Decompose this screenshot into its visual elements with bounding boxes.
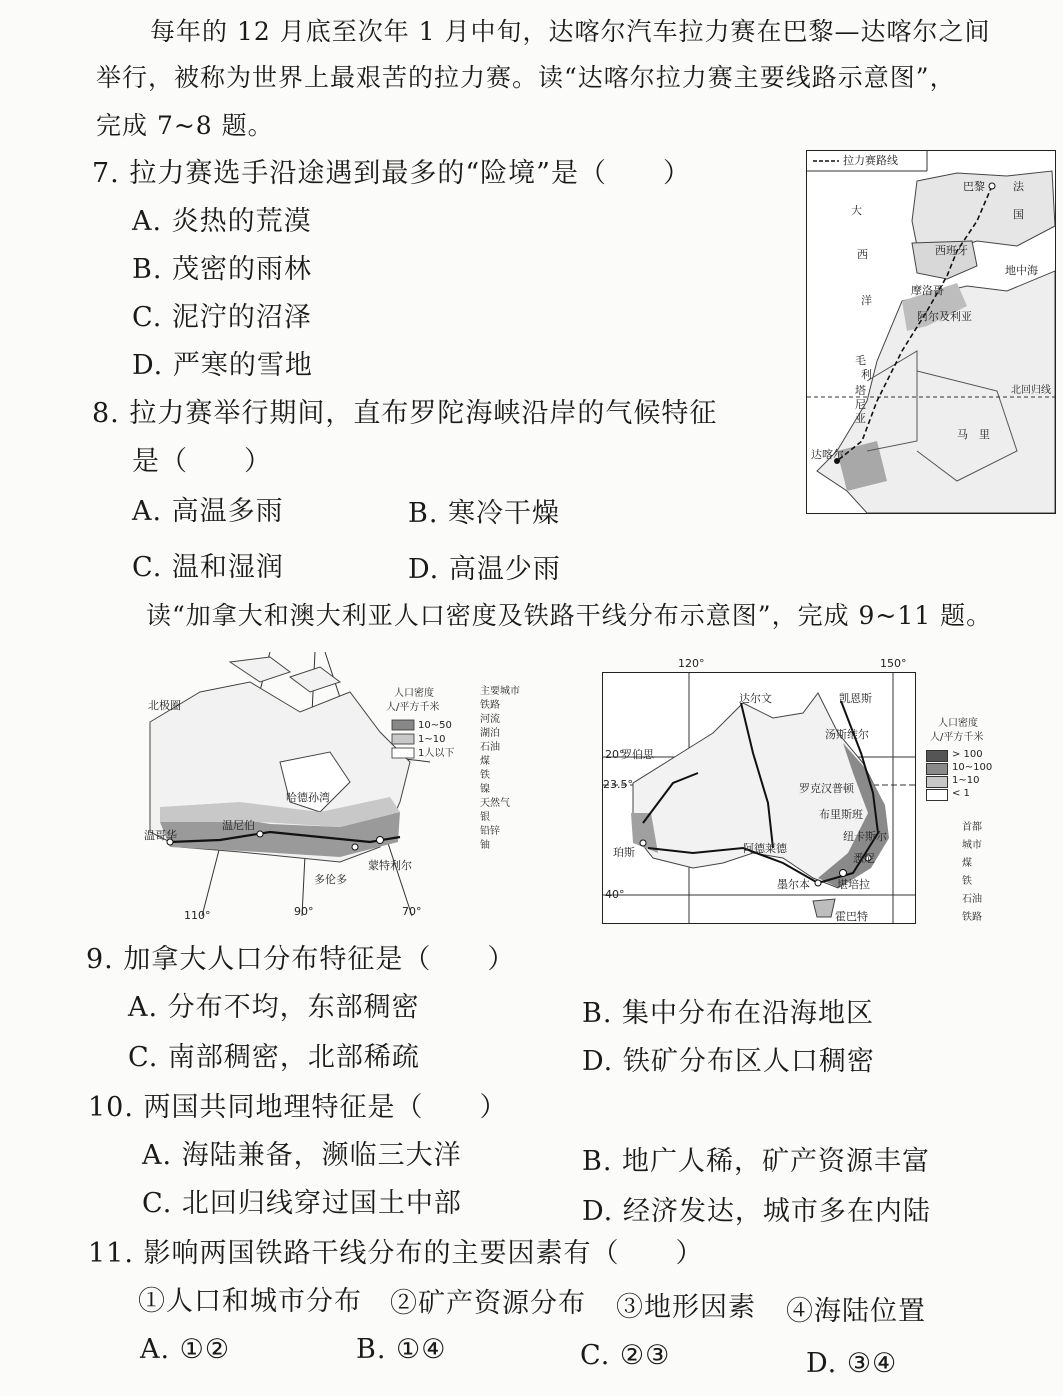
melbourne-dot [815,880,821,886]
canada-legend-leadzinc: 铅锌 [480,826,500,837]
q7-option-c[interactable]: C. 泥泞的沼泽 [132,302,312,333]
france-label-2: 国 [1013,208,1024,221]
dakar-label: 达喀尔 [811,448,844,461]
canberra-label: 堪培拉 [837,878,870,891]
q10-option-c[interactable]: C. 北回归线穿过国土中部 [142,1188,462,1219]
q10-option-b[interactable]: B. 地广人稀，矿产资源丰富 [582,1146,931,1177]
perth-dot [640,840,646,846]
q8-stem-line1: 8. 拉力赛举行期间，直布罗陀海峡沿岸的气候特征 [92,398,718,429]
rockhampton-label: 罗克汉普顿 [799,782,854,795]
arctic-circle-label: 北极圈 [148,699,181,712]
canada-legend-oil: 石油 [480,742,500,753]
au-legend-density-4: < 1 [952,788,970,799]
vancouver-label: 温哥华 [144,829,177,842]
atlantic-label-1: 大 [851,204,862,217]
winnipeg-label: 温尼伯 [222,819,255,832]
toronto-label: 多伦多 [314,873,347,886]
au-legend-density-2: 10~100 [952,762,993,773]
au-legend-density-1: > 100 [952,749,983,760]
lon-150-label: 150° [880,657,907,670]
spain-label: 西班牙 [935,244,968,257]
algeria-label: 阿尔及利亚 [917,310,972,323]
q11-item-2: ②矿产资源分布 [390,1288,586,1319]
legend-density-mid [392,734,414,744]
q10-option-a[interactable]: A. 海陆兼备，濒临三大洋 [142,1140,462,1171]
intro1-line1: 每年的 12 月底至次年 1 月中旬，达喀尔汽车拉力赛在巴黎—达喀尔之间 [150,17,991,46]
q7-option-d[interactable]: D. 严寒的雪地 [132,350,313,381]
q7-stem: 7. 拉力赛选手沿途遇到最多的“险境”是（ ） [92,158,691,189]
canada-legend-density-1: 10~50 [418,720,452,731]
france-label-1: 法 [1013,180,1024,193]
mauritania-label-4: 尼 [855,398,866,411]
canada-legend-iron: 铁 [480,770,490,781]
sydney-label: 悉尼 [853,852,875,865]
montreal-dot [377,837,384,844]
adelaide-label: 阿德莱德 [743,842,787,855]
q10-stem: 10. 两国共同地理特征是（ ） [88,1092,508,1123]
q11-option-c[interactable]: C. ②③ [580,1340,671,1371]
q8-stem-line2: 是（ ） [132,446,272,477]
townsville-label: 汤斯维尔 [825,728,869,741]
melbourne-label: 墨尔本 [777,878,810,891]
canada-legend-railway: 铁路 [480,700,500,711]
atlantic-label-2: 西 [857,248,868,261]
mauritania-label-1: 毛 [855,354,866,367]
q7-option-a[interactable]: A. 炎热的荒漠 [132,206,312,237]
au-legend-iron: 铁 [962,876,972,887]
lon-90-label: 90° [294,905,314,918]
q9-option-b[interactable]: B. 集中分布在沿海地区 [582,998,875,1029]
canada-legend-title-1: 人口密度 [394,688,434,699]
au-legend-oil: 石油 [962,894,982,905]
lon-70-label: 70° [402,905,422,918]
canada-legend-silver: 银 [480,812,490,823]
australia-map [602,672,916,924]
legend-density-high [392,720,414,730]
q11-option-b[interactable]: B. ①④ [356,1334,447,1365]
au-legend-density-3: 1~10 [952,775,980,786]
canada-legend-city: 主要城市 [480,686,520,697]
q9-option-a[interactable]: A. 分布不均，东部稠密 [128,992,420,1023]
q8-option-b[interactable]: B. 寒冷干燥 [408,498,561,529]
mali-label: 马 里 [957,428,990,441]
newcastle-label: 纽卡斯尔 [843,830,887,843]
q8-option-a[interactable]: A. 高温多雨 [132,496,284,527]
intro1-line2: 举行，被称为世界上最艰苦的拉力赛。读“达喀尔拉力赛主要线路示意图”， [96,63,956,92]
au-legend-capital: 首都 [962,822,982,833]
q11-option-a[interactable]: A. ①② [140,1334,231,1365]
mauritania-label-2: 利 [861,368,872,381]
au-legend-swatch-3 [926,776,948,788]
lat-20-label: 20° [605,748,625,761]
canada-map [140,652,560,928]
q8-option-c[interactable]: C. 温和湿润 [132,552,284,583]
lat-235-label: 23.5° [603,778,633,791]
toronto-dot [352,844,358,850]
canada-legend-density-2: 1~10 [418,734,446,745]
lon-110-label: 110° [184,909,211,922]
lon-120-label: 120° [678,657,705,670]
montreal-label: 蒙特利尔 [368,859,412,872]
q9-option-d[interactable]: D. 铁矿分布区人口稠密 [582,1046,875,1077]
cairns-label: 凯恩斯 [839,692,872,705]
au-legend-swatch-4 [926,789,948,801]
canada-legend-density-3: 1人以下 [418,748,455,759]
canada-legend-title-2: 人/平方千米 [386,702,440,713]
darwin-label: 达尔文 [739,692,772,705]
canada-legend-river: 河流 [480,714,500,725]
paris-label: 巴黎 [963,180,985,193]
q11-item-3: ③地形因素 [616,1292,756,1323]
hobart-label: 霍巴特 [835,910,868,923]
perth-label: 珀斯 [613,846,635,859]
mediterranean-label: 地中海 [1005,264,1038,277]
winnipeg-dot [257,831,263,837]
intro1-line3: 完成 7~8 题。 [96,111,274,140]
hudson-bay-label: 哈德孙湾 [286,791,330,804]
au-legend-swatch-1 [926,750,948,762]
au-legend-city: 城市 [962,840,982,851]
q11-item-1: ①人口和城市分布 [138,1286,362,1317]
tropic-label: 北回归线 [1011,385,1051,396]
au-legend-railway: 铁路 [962,912,982,923]
q11-item-4: ④海陆位置 [786,1296,926,1327]
canada-legend-uranium: 铀 [480,840,490,851]
canada-legend-nickel: 镍 [480,784,490,795]
morocco-label: 摩洛哥 [911,284,944,297]
q7-option-b[interactable]: B. 茂密的雨林 [132,254,313,285]
q9-option-c[interactable]: C. 南部稠密，北部稀疏 [128,1042,420,1073]
canada-legend-lake: 湖泊 [480,728,500,739]
dakar-rally-map [806,150,1056,514]
brisbane-label: 布里斯班 [819,808,863,821]
legend-density-low [392,748,414,758]
q10-option-d[interactable]: D. 经济发达，城市多在内陆 [582,1196,931,1227]
au-legend-title-1: 人口密度 [938,718,978,729]
canada-legend-coal: 煤 [480,756,490,767]
mauritania-label-5: 亚 [855,412,866,425]
map1-legend-label: 拉力赛路线 [843,154,898,167]
canada-legend-gas: 天然气 [480,798,510,809]
canberra-dot [840,870,847,877]
au-legend-swatch-2 [926,763,948,775]
robert-label: 罗伯思 [621,748,654,761]
atlantic-label-3: 洋 [861,294,872,307]
mauritania-label-3: 塔 [855,384,866,397]
lat-40-label: 40° [605,888,625,901]
australia-legend [922,718,1012,928]
tasmania-land [813,899,835,917]
q8-option-d[interactable]: D. 高温少雨 [408,554,561,585]
au-legend-coal: 煤 [962,858,972,869]
q9-stem: 9. 加拿大人口分布特征是（ ） [86,944,516,975]
q11-option-d[interactable]: D. ③④ [806,1348,898,1379]
intro2: 读“加拿大和澳大利亚人口密度及铁路干线分布示意图”，完成 9~11 题。 [146,601,993,630]
au-legend-title-2: 人/平方千米 [930,732,984,743]
q11-stem: 11. 影响两国铁路干线分布的主要因素有（ ） [88,1238,704,1269]
paris-dot [989,183,995,189]
dakar-map-drawing [807,151,1055,513]
